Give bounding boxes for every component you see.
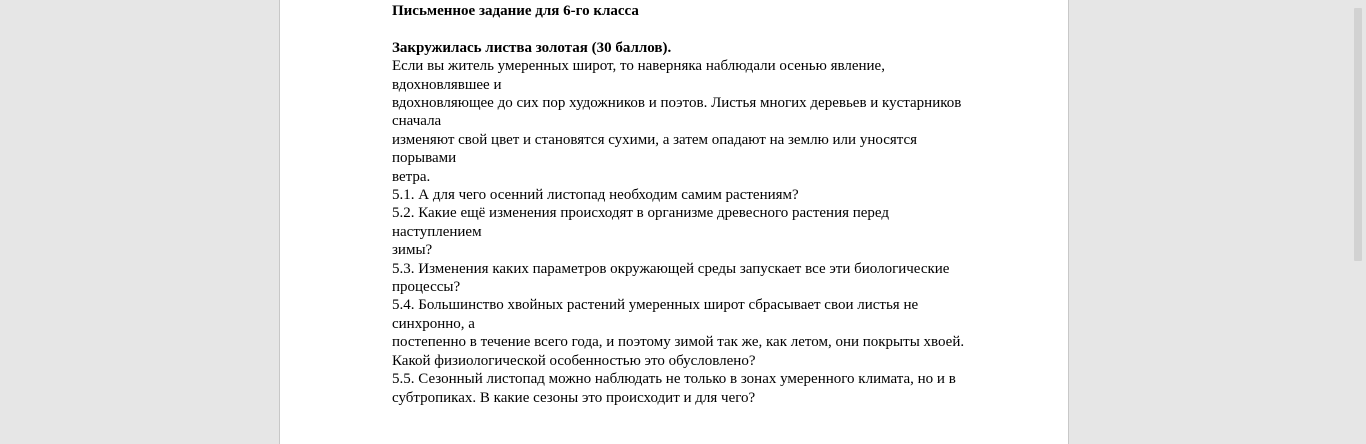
text-line: вдохновлявшее и <box>392 76 502 93</box>
text-line: Если вы житель умеренных широт, то наверняка наблюдали осенью явление, <box>392 58 885 75</box>
document-title: Письменное задание для 6-го класса <box>392 3 639 19</box>
question-5-2: 5.2. Какие ещё изменения происходят в организме древесного растения перед <box>392 205 890 222</box>
text-line: изменяют свой цвет и становятся сухими, а затем опадают на землю или уносятся <box>392 131 918 148</box>
blank-line <box>392 20 1012 38</box>
document-page[interactable] <box>279 0 1069 444</box>
text-line: процессы? <box>392 279 461 296</box>
text-line: ветра. <box>392 168 431 185</box>
question-5-5: 5.5. Сезонный листопад можно наблюдать не только в зонах умеренного климата, но и в <box>392 371 956 388</box>
vertical-scrollbar[interactable] <box>1349 0 1366 444</box>
question-5-1: 5.1. А для чего осенний листопад необходим самим растениям? <box>392 187 799 204</box>
section-heading: Закружилась листва золотая (30 баллов). <box>392 39 672 56</box>
text-line: порывами <box>392 150 457 167</box>
text-line: Какой физиологической особенностью это обусловлено? <box>392 352 756 369</box>
document-body[interactable] <box>392 2 1012 407</box>
text-line: синхронно, а <box>392 315 475 332</box>
text-line: сначала <box>392 113 442 130</box>
text-line: зимы? <box>392 242 433 259</box>
text-line: наступлением <box>392 223 482 240</box>
text-line: вдохновляющее до сих пор художников и поэтов. Листья многих деревьев и кустарников <box>392 95 962 112</box>
question-5-3: 5.3. Изменения каких параметров окружающей среды запускает все эти биологические <box>392 260 950 277</box>
scrollbar-thumb[interactable] <box>1354 8 1362 261</box>
question-5-4: 5.4. Большинство хвойных растений умеренных широт сбрасывает свои листья не <box>392 297 919 314</box>
text-line: субтропиках. В какие сезоны это происходит и для чего? <box>392 389 756 406</box>
text-line: постепенно в течение всего года, и поэтому зимой так же, как летом, они покрыты хвоей. <box>392 334 965 351</box>
